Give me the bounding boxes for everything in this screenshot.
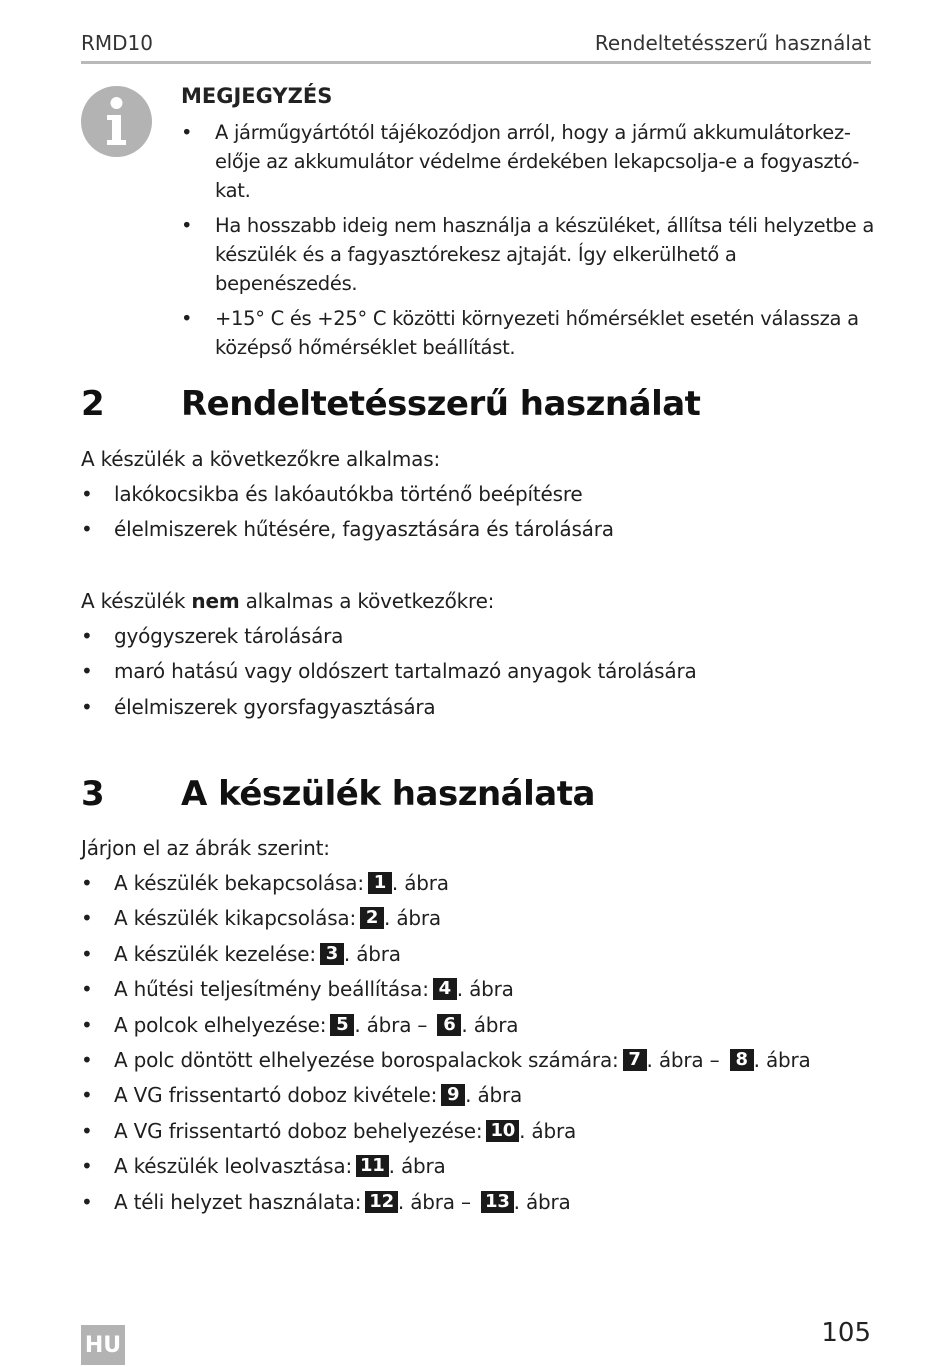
figure-suffix: . ábra [391, 871, 449, 895]
figure-suffix: . ábra [519, 1118, 577, 1143]
not-intro-post: alkalmas a következőkre: [239, 589, 495, 613]
bullet: • [81, 659, 93, 684]
usage-item [81, 903, 871, 938]
bullet: • [81, 482, 93, 506]
not-suitable-list [81, 621, 871, 727]
bullet: • [181, 214, 193, 237]
doc-code: RMD10 [81, 31, 154, 55]
bullet: • [81, 1047, 93, 1072]
figure-suffix: . ábra [646, 1047, 704, 1072]
usage-item [81, 1080, 871, 1115]
usage-item-text: A téli helyzet használata: [114, 1189, 362, 1214]
range-dash: – [703, 1047, 726, 1072]
note-item [181, 211, 881, 298]
usage-item [81, 868, 871, 903]
section-3-title: A készülék használata [181, 774, 595, 814]
bullet: • [81, 1154, 93, 1179]
section-2-number: 2 [81, 384, 105, 424]
usage-item-text: A VG frissentartó doboz kivétele: [114, 1083, 438, 1108]
bullet: • [181, 307, 193, 330]
usage-list [81, 868, 871, 1222]
usage-item [81, 974, 871, 1009]
figure-suffix: . ábra [397, 1189, 455, 1214]
note-item-text: +15° C és +25° C közötti környezeti hőmérséklet esetén válassza a középső hőmérséklet beállítást. [215, 307, 859, 359]
note-item-text: Ha hosszabb ideig nem használja a készüléket, állítsa téli helyzetbe a készülék és a fagyasztórekesz ajtaját. Így elkerülhető a bepenészedés. [215, 214, 874, 295]
list-item [81, 656, 871, 691]
note-title: MEGJEGYZÉS [181, 84, 333, 108]
usage-item-text: A polc döntött elhelyezése borospalackok számára: [114, 1047, 619, 1072]
figure-ref[interactable]: 12 [365, 1191, 398, 1213]
figure-ref[interactable]: 13 [481, 1191, 514, 1213]
note-item [181, 304, 881, 362]
figure-ref[interactable]: 6 [437, 1014, 461, 1036]
bullet: • [81, 977, 93, 1002]
figure-ref[interactable]: 11 [356, 1155, 389, 1177]
usage-item [81, 1187, 871, 1222]
usage-item [81, 1010, 871, 1045]
list-item [81, 479, 871, 514]
list-item [81, 514, 871, 549]
usage-item [81, 939, 871, 974]
figure-suffix: . ábra [456, 977, 514, 1002]
note-item [181, 118, 881, 205]
suitable-list [81, 479, 871, 550]
usage-item-text: A készülék kezelése: [114, 941, 316, 966]
usage-item [81, 1151, 871, 1186]
bullet: • [81, 1118, 93, 1143]
note-item-text: A járműgyártótól tájékozódjon arról, hogy a jármű akkumulátorkezelője az akkumulátor védelme érdekében lekapcsolja-e a fogyasztókat. [215, 121, 860, 202]
bullet: • [81, 624, 93, 648]
range-dash: – [454, 1189, 477, 1214]
figure-suffix: . ábra [753, 1047, 811, 1072]
section-3-number: 3 [81, 774, 105, 814]
usage-item [81, 1116, 871, 1151]
not-intro-emphasis: nem [191, 589, 240, 613]
info-icon [81, 86, 152, 157]
usage-intro: Járjon el az ábrák szerint: [81, 836, 330, 860]
usage-item [81, 1045, 871, 1080]
bullet: • [81, 517, 93, 542]
bullet: • [81, 1012, 93, 1037]
list-item [81, 621, 871, 656]
figure-ref[interactable]: 4 [433, 978, 457, 1000]
list-item [81, 692, 871, 727]
figure-suffix: . ábra [354, 1012, 412, 1037]
note-list [181, 118, 881, 368]
figure-ref[interactable]: 7 [623, 1049, 647, 1071]
figure-ref[interactable]: 2 [360, 907, 384, 929]
bullet: • [181, 121, 193, 144]
bullet: • [81, 906, 93, 931]
usage-item-text: A készülék leolvasztása: [114, 1154, 352, 1179]
list-item-text: élelmiszerek hűtésére, fagyasztására és tárolására [114, 517, 614, 542]
page-number: 105 [821, 1318, 871, 1348]
list-item-text: gyógyszerek tárolására [114, 624, 344, 648]
usage-item-text: A készülék kikapcsolása: [114, 906, 357, 931]
running-section-title: Rendeltetésszerű használat [594, 31, 871, 55]
list-item-text: élelmiszerek gyorsfagyasztására [114, 694, 436, 719]
figure-ref[interactable]: 1 [368, 872, 392, 894]
not-suitable-intro [81, 586, 494, 616]
usage-item-text: A hűtési teljesítmény beállítása: [114, 977, 429, 1002]
figure-suffix: . ábra [461, 1012, 519, 1037]
list-item-text: maró hatású vagy oldószert tartalmazó anyagok tárolására [114, 659, 697, 684]
header-divider [81, 61, 871, 64]
range-dash: – [411, 1012, 434, 1037]
bullet: • [81, 1189, 93, 1214]
usage-item-text: A VG frissentartó doboz behelyezése: [114, 1118, 483, 1143]
section-2-title: Rendeltetésszerű használat [181, 384, 701, 424]
bullet: • [81, 1083, 93, 1108]
bullet: • [81, 871, 93, 895]
figure-ref[interactable]: 8 [730, 1049, 754, 1071]
bullet: • [81, 941, 93, 966]
suitable-intro: A készülék a következőkre alkalmas: [81, 447, 440, 471]
figure-suffix: . ábra [513, 1189, 571, 1214]
figure-suffix: . ábra [384, 906, 441, 931]
figure-ref[interactable]: 5 [330, 1014, 354, 1036]
figure-ref[interactable]: 10 [486, 1120, 519, 1142]
usage-item-text: A készülék bekapcsolása: [114, 871, 364, 895]
figure-suffix: . ábra [465, 1083, 523, 1108]
figure-ref[interactable]: 9 [441, 1084, 465, 1106]
usage-item-text: A polcok elhelyezése: [114, 1012, 327, 1037]
figure-suffix: . ábra [343, 941, 401, 966]
figure-suffix: . ábra [388, 1154, 446, 1179]
bullet: • [81, 694, 93, 719]
list-item-text: lakókocsikba és lakóautókba történő beépítésre [114, 482, 583, 506]
language-badge: HU [81, 1325, 125, 1365]
figure-ref[interactable]: 3 [320, 943, 344, 965]
not-intro-pre: A készülék [81, 589, 192, 613]
